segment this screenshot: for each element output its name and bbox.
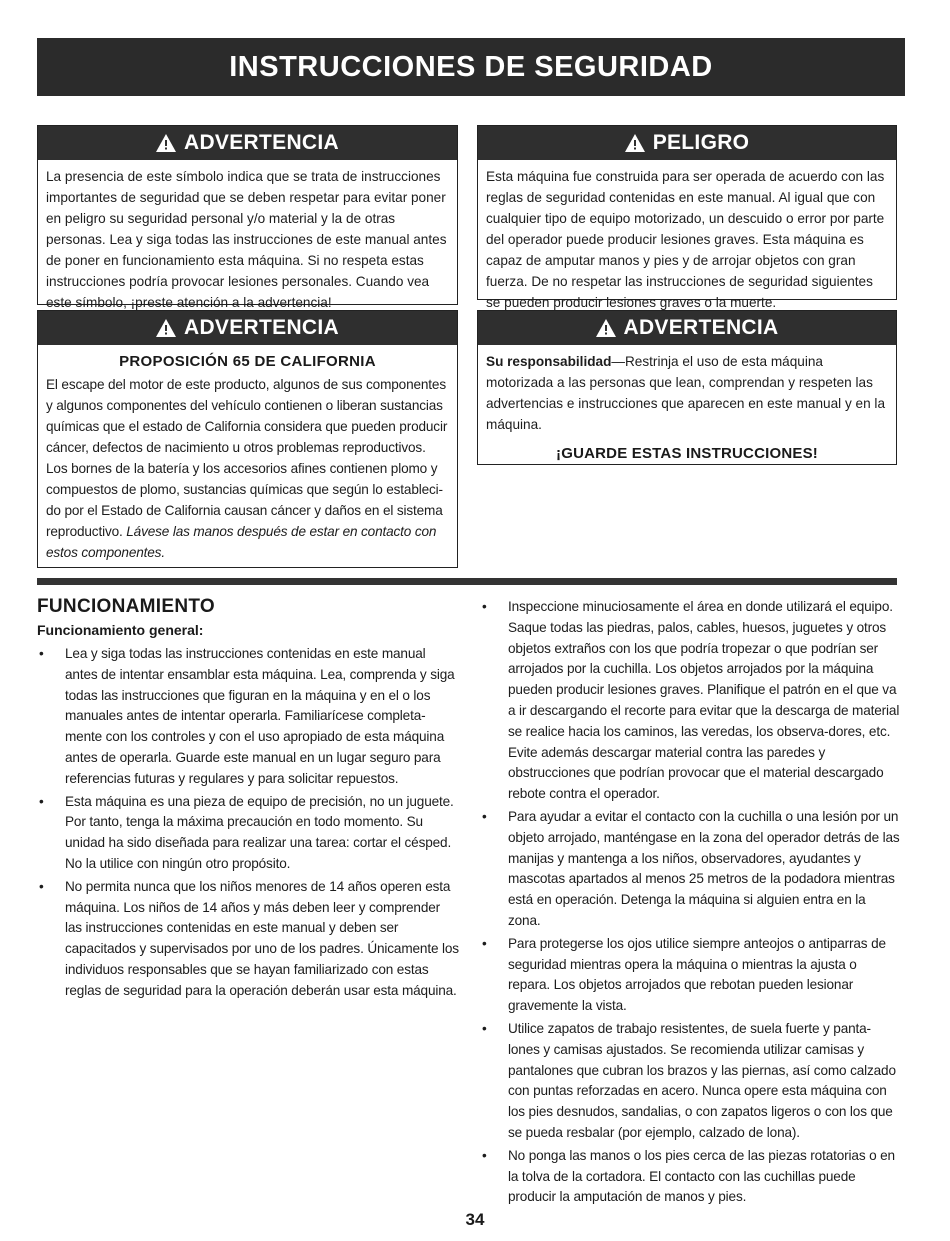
- prop65-heading: PROPOSICIÓN 65 DE CALIFORNIA: [119, 353, 376, 370]
- list-item-text: Para protegerse los ojos utilice siempre anteojos o antiparras de seguridad mientras opera la máquina o mientras la ajusta o repara. Los objetos arrojados que rebotan pueden lesionar gravemente la vista.: [508, 935, 886, 1014]
- page-title: INSTRUCCIONES DE SEGURIDAD: [229, 50, 713, 83]
- list-item-text: Inspeccione minuciosamente el área en donde utilizará el equipo. Saque todas las piedras, palos, cables, huesos, juguetes y otros objetos extraños con los que podría tropezar o que podrían ser arrojados por la cuchilla. Los objetos arrojados por la máquina pueden producir lesiones graves. Planifique el patrón en el que va a ir descargando el recorte para evitar que la descarga de material se realice hacia los caminos, las veredas, los observa-dores, etc. Evite además descargar material contra las paredes y obstrucciones que podrían provocar que el material descargado rebote contra el operador.: [508, 599, 900, 802]
- section-divider: [37, 578, 897, 585]
- warning-triangle-icon: [596, 319, 616, 337]
- bullet-icon: •: [39, 793, 44, 809]
- bullet-icon: •: [482, 808, 487, 824]
- danger-box-header: [478, 126, 896, 160]
- responsibility-body: —Restrinja el uso de esta máquina motorizada a las personas que lean, comprendan y respeten las advertencias e instrucciones que aparecen en este manual y en la máquina.: [486, 354, 885, 432]
- right-column: [480, 597, 900, 1210]
- warning-box-symbol: [37, 125, 458, 310]
- save-instructions-note: ¡GUARDE ESTAS INSTRUCCIONES!: [556, 445, 818, 462]
- list-item: [480, 807, 900, 932]
- bullet-icon: •: [482, 1147, 487, 1163]
- list-item-text: No ponga las manos o los pies cerca de las piezas rotatorias o en la tolva de la cortadora. El contacto con las cuchillas puede producir la amputación de manos y pies.: [508, 1147, 895, 1205]
- bullet-icon: •: [39, 646, 44, 661]
- warning-triangle-icon: [156, 134, 176, 152]
- warning-triangle-icon: [625, 134, 645, 152]
- list-item-text: Para ayudar a evitar el contacto con la cuchilla o una lesión por un objeto arrojado, manténgase en la zona del operador detrás de las manijas y mantenga a los niños, observadores, ayudantes y mascotas apartados al menos 25 metros de la podadora mientras está en operación. Detenga la máquina si alguien entra en la zona.: [508, 808, 900, 928]
- warning-box-header: [38, 311, 457, 345]
- responsibility-label: Su responsabilidad: [486, 354, 612, 369]
- section-title: FUNCIONAMIENTO: [37, 596, 216, 617]
- prop65-italic-note: Lávese las manos después de estar en contacto con estos componentes.: [46, 524, 437, 560]
- prop65-body: El escape del motor de este producto, algunos de sus componentes y algunos componentes del vehículo contienen o liberan sustancias químicas que el estado de California considera que pueden producir cáncer, defectos de nacimiento u otros problemas reproductivos. Los bornes de la batería y los accesorios afines contienen plomo y compuestos de plomo, sustancias químicas que según lo estableci-do por el Estado de California causan cáncer y daños en el sistema reproductivo.: [46, 377, 448, 539]
- list-item: [480, 1146, 900, 1208]
- danger-box-title: PELIGRO: [652, 131, 750, 154]
- list-item-text: Esta máquina es una pieza de equipo de precisión, no un juguete. Por tanto, tenga la máxima precaución en todo momento. Su unidad ha sido diseñada para realizar una tarea: cortar el césped. No la utilice con ningún otro propósito.: [65, 793, 454, 871]
- warning-box-header: [478, 311, 896, 345]
- list-item: [37, 644, 459, 790]
- bullet-icon: •: [482, 935, 487, 951]
- danger-box-text: Esta máquina fue construida para ser operada de acuerdo con las reglas de seguridad contenidas en este manual. Al igual que con cualquier tipo de equipo motorizado, un descuido o error por parte del operador puede producir lesiones graves. Esta máquina es capaz de amputar manos y pies y de arrojar objetos con gran fuerza. De no respetar las instrucciones de seguridad siguientes se pueden producir lesiones graves o la muerte.: [486, 169, 885, 310]
- warning-box-responsibility: [477, 310, 897, 465]
- responsibility-text: [478, 345, 896, 435]
- warning-box-prop65: [37, 310, 458, 568]
- danger-box: [477, 125, 897, 310]
- page-title-banner: [37, 38, 905, 96]
- list-item: [480, 1019, 900, 1144]
- bullet-icon: •: [482, 599, 487, 614]
- bullet-icon: •: [39, 878, 44, 894]
- list-item-text: No permita nunca que los niños menores de 14 años operen esta máquina. Los niños de 14 años y más deben leer y comprender las instrucciones contenidas en este manual y deben ser capacitados y supervisados por uno de los padres. Únicamente los individuos responsables que se hayan familiarizado con estas reglas de seguridad para la operación deberán usar esta máquina.: [65, 878, 459, 998]
- warning-box-title: ADVERTENCIA: [623, 316, 779, 339]
- list-item: [480, 597, 900, 805]
- warning-box-title: ADVERTENCIA: [184, 131, 339, 154]
- warning-box-text: La presencia de este símbolo indica que se trata de instrucciones importantes de seguridad que se deben respetar para evitar poner en peligro su seguridad personal y/o material y la de otras personas. Lea y siga todas las instrucciones de este manual antes de poner en funcionamiento esta máquina. Si no respeta estas instrucciones podría provocar lesiones personales. Cuando vea este símbolo, ¡preste atención a la advertencia!: [46, 169, 447, 310]
- list-item: [480, 934, 900, 1017]
- list-item-text: Utilice zapatos de trabajo resistentes, de suela fuerte y panta-lones y camisas ajustados. Se recomienda utilizar camisas y pantalones que cubran los brazos y las piernas, así como calzado con puntas reforzadas en acero. Nunca opere esta máquina con los pies desnudos, sandalias, o con zapatos ligeros o con los que se pueda resbalar (por ejemplo, calzado de lona).: [508, 1020, 896, 1140]
- list-item-text: Lea y siga todas las instrucciones contenidas en este manual antes de intentar ensamblar esta máquina. Lea, comprenda y siga todas las instrucciones que figuran en la máquina y en el o los manuales antes de intentar operarla. Familiarícese completa-mente con los controles y con el uso apropiado de esta máquina antes de operarla. Guarde este manual en un lugar seguro para referencias futuras y regulares y para solicitar repuestos.: [65, 646, 455, 786]
- list-item: [37, 792, 459, 875]
- left-column: [37, 644, 459, 1004]
- warning-box-header: [38, 126, 457, 160]
- warning-box-title: ADVERTENCIA: [184, 316, 339, 339]
- prop65-text: [38, 374, 457, 563]
- list-item: [37, 877, 459, 1002]
- section-subtitle: Funcionamiento general:: [37, 622, 204, 638]
- warning-triangle-icon: [156, 319, 176, 337]
- bullet-icon: •: [482, 1020, 487, 1036]
- page-number: 34: [465, 1210, 485, 1229]
